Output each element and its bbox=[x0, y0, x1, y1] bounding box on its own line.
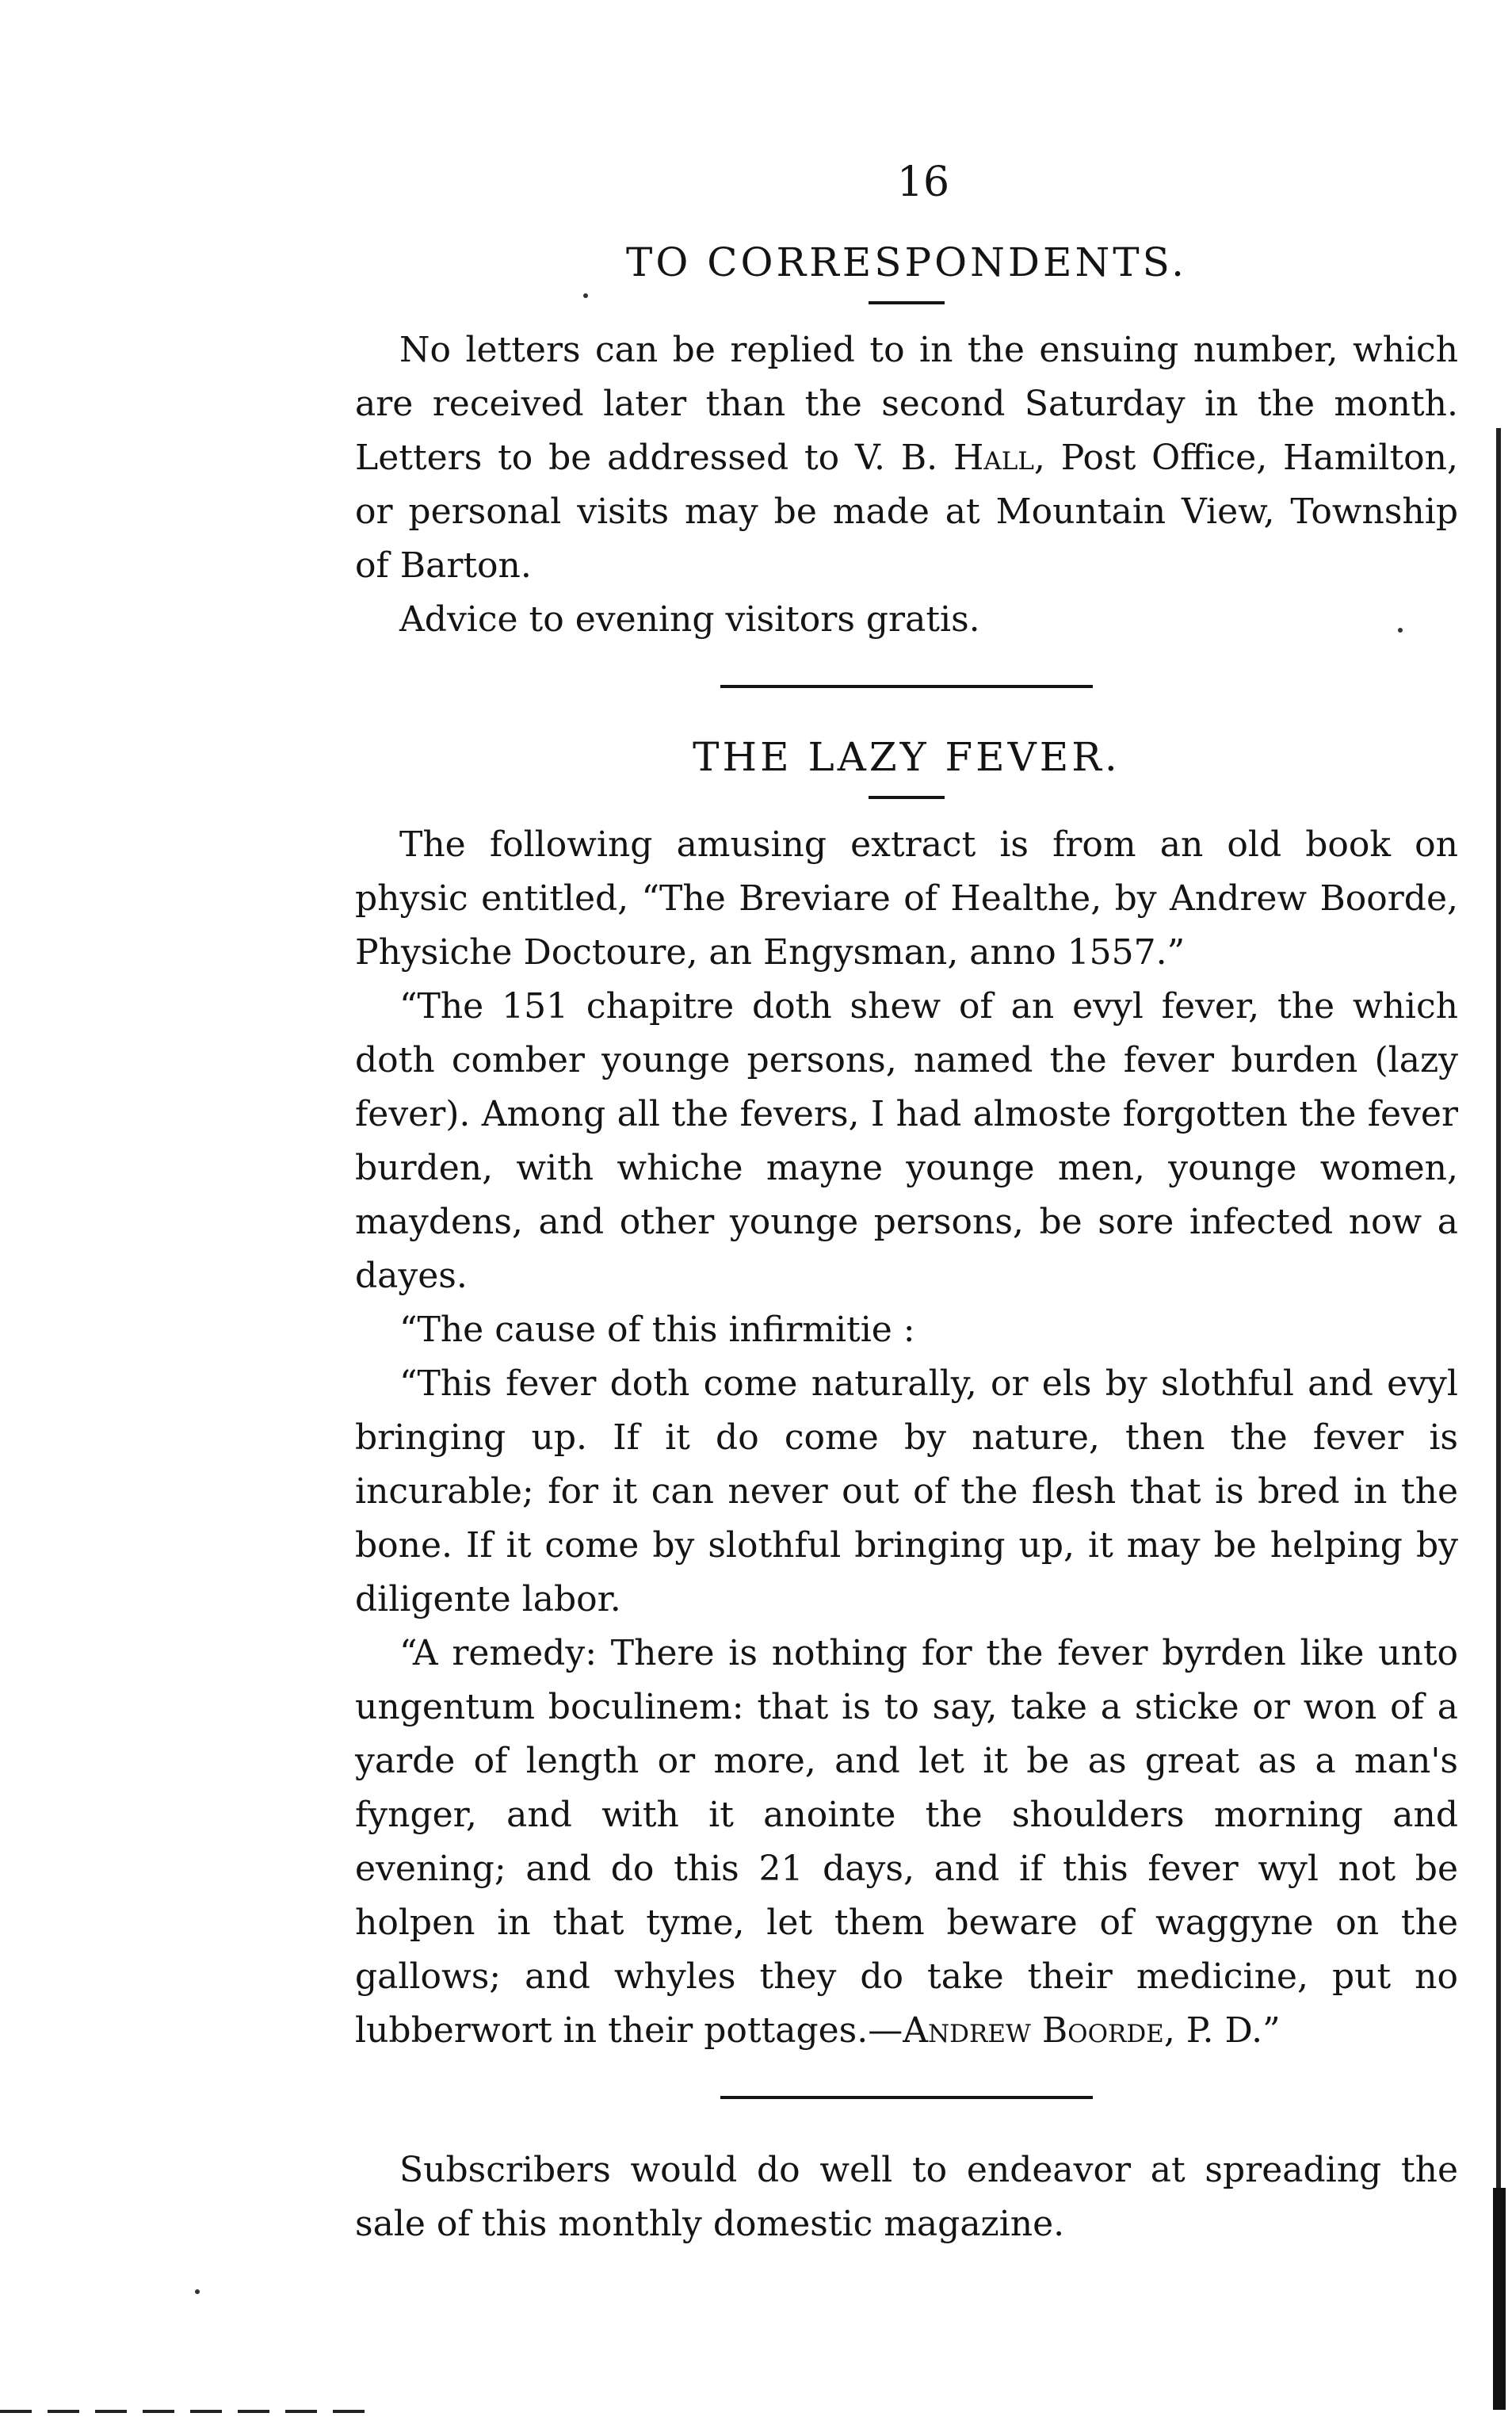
section-divider bbox=[720, 2096, 1093, 2099]
lazy-fever-heading: THE LAZY FEVER. bbox=[693, 734, 1121, 780]
quote-paragraph: “The cause of this infirmitie : bbox=[399, 1310, 915, 1350]
quote-paragraph: “This fever doth come naturally, or els by slothful and evyl bringing up. If it do come by nature, then the fever is incurable; for it can never out of the flesh that is bred in the bone. If it come by slothful bringing up, it may be helping by diligente labor. bbox=[355, 1363, 1458, 1619]
name-hall: Hall bbox=[953, 438, 1034, 478]
bottom-edge-mark bbox=[0, 2410, 365, 2413]
author-name: Andrew Boorde bbox=[903, 2010, 1164, 2051]
correspondents-paragraph bbox=[355, 323, 1458, 593]
page-edge-shadow bbox=[1496, 428, 1501, 2410]
remedy-paragraph bbox=[355, 1627, 1458, 2058]
correspondents-text-end: , Post Office, Hamilton, or personal visits may be made at Mountain View, Township of Barton. bbox=[355, 438, 1458, 586]
page-edge-shadow bbox=[1493, 2188, 1506, 2410]
heading-rule bbox=[869, 796, 945, 799]
intro-paragraph: The following amusing extract is from an old book on physic entitled, “The Breviare of Healthe, by Andrew Boorde, Physiche Doctoure, an Engysman, anno 1557.” bbox=[355, 824, 1458, 973]
correspondents-text-start: No letters can be replied to in the ensuing number, which are received later than the second Saturday in the month. Letters to be addressed to V. B. bbox=[355, 330, 1458, 478]
correspondents-heading: TO CORRESPONDENTS. bbox=[626, 239, 1187, 285]
heading-rule bbox=[869, 301, 945, 304]
advice-paragraph: Advice to evening visitors gratis. bbox=[399, 599, 980, 640]
print-speck bbox=[583, 293, 588, 298]
remedy-text: “A remedy: There is nothing for the fever byrden like unto ungentum boculinem: that is to say, take a sticke or won of a yarde of length or more, and let it be as great as a man's fynger, and with it anointe the shoulders morning and evening; and do this 21 days, and if this fever wyl not be holpen in that tyme, let them beware of waggyne on the gallows; and whyles they do take their medicine, put no lubberwort in their pottages.— bbox=[355, 1633, 1458, 2051]
print-speck bbox=[1398, 628, 1403, 633]
page-number: 16 bbox=[896, 159, 950, 206]
author-suffix: , P. D.” bbox=[1163, 2010, 1281, 2051]
quote-paragraph: “The 151 chapitre doth shew of an evyl fever, the which doth comber younge persons, named the fever burden (lazy fever). Among all the fevers, I had almoste forgotten the fever burden, with whiche mayne younge men, younge women, maydens, and other younge persons, be sore infected now a dayes. bbox=[355, 986, 1458, 1296]
print-speck bbox=[195, 2289, 200, 2294]
section-divider bbox=[720, 685, 1093, 688]
page-content bbox=[355, 238, 1458, 2251]
closing-paragraph: Subscribers would do well to endeavor at spreading the sale of this monthly domestic magazine. bbox=[355, 2150, 1458, 2244]
